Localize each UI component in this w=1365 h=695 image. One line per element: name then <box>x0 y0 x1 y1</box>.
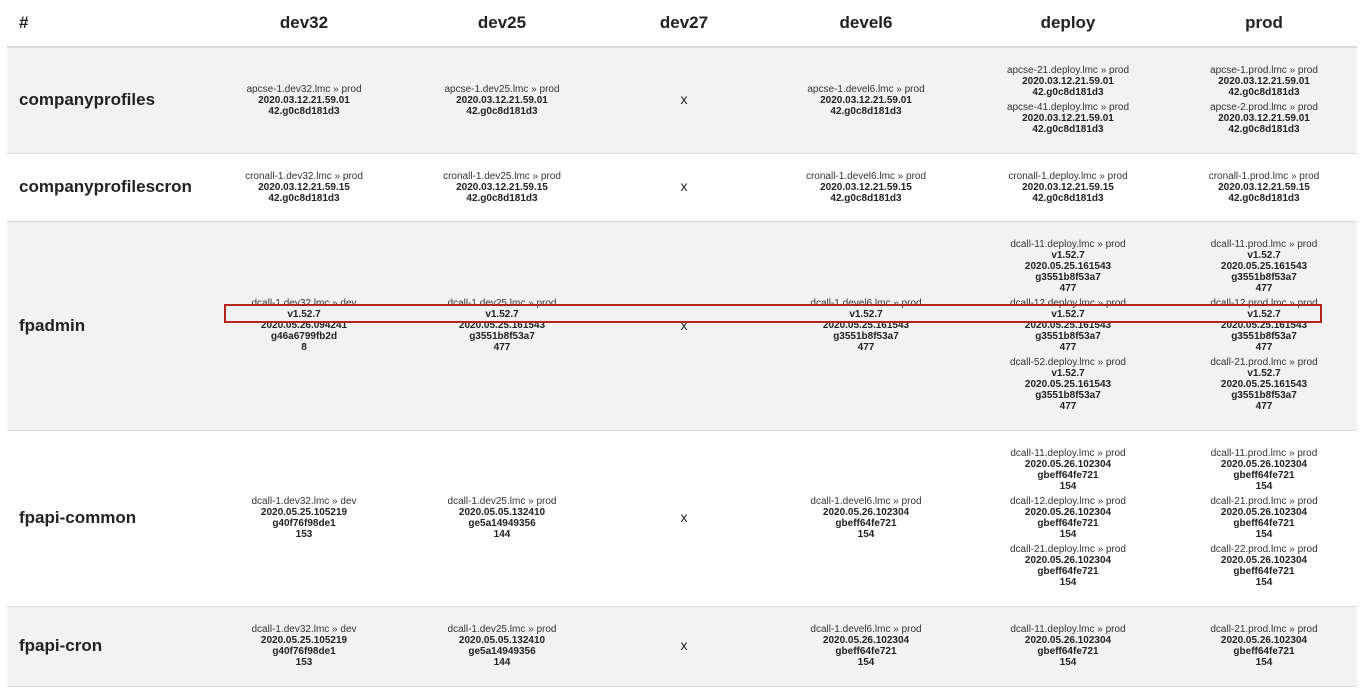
version-line: gbeff64fe721 <box>1037 470 1099 481</box>
host-label: dcall-11.deploy.lmc » prod <box>1010 239 1126 250</box>
version-line: gbeff64fe721 <box>835 646 897 657</box>
host-label: cronall-1.dev25.lmc » prod <box>443 170 561 182</box>
deployment-cell <box>601 606 767 686</box>
version-line: 153 <box>295 529 313 540</box>
version-line: 2020.03.12.21.59.15 <box>1218 181 1310 193</box>
deployment-entry <box>767 296 965 355</box>
table-row <box>7 47 1357 153</box>
version-line: g3551b8f53a7 <box>1035 390 1101 401</box>
version-line: 2020.05.26.094241 <box>260 320 348 331</box>
deployment-entry <box>1171 542 1357 590</box>
version-line: 154 <box>857 529 875 540</box>
host-label: dcall-1.dev25.lmc » prod <box>447 624 557 635</box>
version-line: 42.g0c8d181d3 <box>1228 192 1300 204</box>
version-line: gbeff64fe721 <box>1233 646 1295 657</box>
host-label: apcse-41.deploy.lmc » prod <box>1006 102 1130 114</box>
version-line: g40f76f98de1 <box>272 518 336 529</box>
deployment-cell <box>403 221 601 430</box>
version-line: 42.g0c8d181d3 <box>268 105 340 117</box>
host-label: apcse-1.dev32.lmc » prod <box>246 83 362 95</box>
version-line: 2020.03.12.21.59.15 <box>1022 181 1114 193</box>
version-line: 42.g0c8d181d3 <box>1032 124 1104 136</box>
deployment-cell <box>403 47 601 153</box>
version-line: 2020.05.26.102304 <box>1220 555 1308 566</box>
header-devel6[interactable]: devel6 <box>767 0 965 47</box>
deployment-entry <box>965 100 1171 137</box>
deployment-entry <box>965 355 1171 414</box>
deployment-entry <box>1171 296 1357 355</box>
deployment-entry <box>403 494 601 542</box>
deployment-cell <box>601 221 767 430</box>
version-line: 8 <box>301 342 307 353</box>
deployment-entry <box>205 622 403 670</box>
deployment-cell <box>767 430 965 606</box>
version-line: v1.52.7 <box>1051 250 1085 261</box>
version-line: 2020.03.12.21.59.01 <box>1022 76 1114 88</box>
version-line: v1.52.7 <box>849 309 883 320</box>
table-row <box>7 606 1357 686</box>
version-line: 42.g0c8d181d3 <box>830 192 902 204</box>
deployment-entry <box>403 169 601 206</box>
deployment-cell <box>965 606 1171 686</box>
host-label: cronall-1.prod.lmc » prod <box>1208 170 1320 182</box>
deployment-cell <box>767 153 965 221</box>
version-line: 154 <box>1255 529 1273 540</box>
version-line: 2020.03.12.21.59.01 <box>258 94 350 106</box>
host-label: apcse-1.prod.lmc » prod <box>1210 65 1318 77</box>
version-line: v1.52.7 <box>485 309 519 320</box>
version-line: gbeff64fe721 <box>1233 518 1295 529</box>
version-line: g3551b8f53a7 <box>1035 272 1101 283</box>
version-line: gbeff64fe721 <box>1233 566 1295 577</box>
host-label: dcall-12.deploy.lmc » prod <box>1010 496 1126 507</box>
version-line: g46a6799fb2d <box>270 331 338 342</box>
host-label: dcall-11.prod.lmc » prod <box>1210 448 1318 459</box>
host-label: dcall-12.deploy.lmc » prod <box>1010 298 1126 309</box>
version-line: 2020.05.26.102304 <box>1024 555 1112 566</box>
version-line: 2020.03.12.21.59.01 <box>1022 113 1114 125</box>
version-line: 2020.05.26.102304 <box>822 635 910 646</box>
host-label: dcall-1.dev32.lmc » dev <box>251 298 357 309</box>
deployment-cell <box>965 47 1171 153</box>
version-line: 154 <box>1059 529 1077 540</box>
deployment-entry <box>403 622 601 670</box>
not-deployed-mark: x <box>680 178 688 194</box>
host-label: dcall-11.deploy.lmc » prod <box>1010 448 1126 459</box>
header-prod[interactable]: prod <box>1171 0 1357 47</box>
deployment-cell <box>403 430 601 606</box>
version-line: 2020.05.25.161543 <box>822 320 910 331</box>
deployment-entry <box>965 169 1171 206</box>
deployment-cell <box>1171 606 1357 686</box>
version-line: 2020.05.25.161543 <box>1024 379 1112 390</box>
version-line: g3551b8f53a7 <box>1231 331 1297 342</box>
version-line: ge5a14949356 <box>468 518 536 529</box>
deployment-entry <box>205 494 403 542</box>
version-line: gbeff64fe721 <box>1037 518 1099 529</box>
version-line: 154 <box>1255 481 1273 492</box>
header-dev25[interactable]: dev25 <box>403 0 601 47</box>
version-line: 2020.05.26.102304 <box>822 507 910 518</box>
host-label: dcall-12.prod.lmc » prod <box>1210 298 1318 309</box>
header-hash: # <box>7 0 205 47</box>
deployment-cell <box>1171 153 1357 221</box>
deployment-cell <box>601 47 767 153</box>
version-line: gbeff64fe721 <box>1233 470 1295 481</box>
version-line: 2020.05.25.161543 <box>1220 379 1308 390</box>
header-dev32[interactable]: dev32 <box>205 0 403 47</box>
deployment-entry <box>205 82 403 119</box>
version-line: 2020.05.25.161543 <box>1220 320 1308 331</box>
header-dev27[interactable]: dev27 <box>601 0 767 47</box>
version-line: g3551b8f53a7 <box>1231 272 1297 283</box>
version-line: 2020.05.25.161543 <box>1024 320 1112 331</box>
version-line: 477 <box>1255 283 1273 294</box>
host-label: cronall-1.devel6.lmc » prod <box>805 170 927 182</box>
deployment-cell <box>965 430 1171 606</box>
host-label: apcse-1.devel6.lmc » prod <box>807 83 925 95</box>
deployment-cell <box>601 153 767 221</box>
version-line: g3551b8f53a7 <box>1231 390 1297 401</box>
version-line: gbeff64fe721 <box>835 518 897 529</box>
deployment-entry <box>403 82 601 119</box>
deployment-entry <box>767 494 965 542</box>
version-line: 144 <box>493 657 511 668</box>
version-line: 2020.05.25.161543 <box>1024 261 1112 272</box>
version-line: 144 <box>493 529 511 540</box>
table-row <box>7 153 1357 221</box>
deployment-entry <box>965 542 1171 590</box>
deployment-entry <box>1171 494 1357 542</box>
deployment-entry <box>965 63 1171 100</box>
version-line: 2020.03.12.21.59.15 <box>258 181 350 193</box>
version-line: 154 <box>857 657 875 668</box>
deployment-cell <box>767 221 965 430</box>
deployments-table <box>7 0 1357 687</box>
version-line: 2020.05.05.132410 <box>458 507 546 518</box>
host-label: dcall-1.dev25.lmc » prod <box>447 496 557 507</box>
deployment-entry <box>1171 446 1357 494</box>
deployment-entry <box>965 494 1171 542</box>
version-line: 42.g0c8d181d3 <box>466 192 538 204</box>
host-label: dcall-22.prod.lmc » prod <box>1210 544 1318 555</box>
deployment-entry <box>1171 63 1357 100</box>
version-line: v1.52.7 <box>287 309 321 320</box>
deployment-entry <box>403 296 601 355</box>
host-label: dcall-21.deploy.lmc » prod <box>1010 544 1126 555</box>
version-line: v1.52.7 <box>1247 309 1281 320</box>
deployment-entry <box>1171 237 1357 296</box>
deployment-entry <box>205 296 403 355</box>
deployment-entry <box>1171 622 1357 670</box>
deployment-entry <box>965 296 1171 355</box>
service-name: companyprofilescron <box>19 177 192 196</box>
version-line: 2020.05.25.105219 <box>260 507 348 518</box>
table-header-row <box>7 0 1357 47</box>
version-line: 42.g0c8d181d3 <box>466 105 538 117</box>
version-line: 477 <box>1059 401 1077 412</box>
version-line: 2020.05.26.102304 <box>1024 635 1112 646</box>
deployment-cell <box>1171 221 1357 430</box>
version-line: 42.g0c8d181d3 <box>268 192 340 204</box>
service-name: companyprofiles <box>19 90 156 110</box>
host-label: dcall-1.devel6.lmc » prod <box>810 624 922 635</box>
deployment-cell <box>767 606 965 686</box>
version-line: 2020.05.05.132410 <box>458 635 546 646</box>
version-line: 2020.03.12.21.59.01 <box>1218 113 1310 125</box>
table-row <box>7 430 1357 606</box>
host-label: dcall-1.dev32.lmc » dev <box>251 496 357 507</box>
version-line: ge5a14949356 <box>468 646 536 657</box>
version-line: v1.52.7 <box>1051 309 1085 320</box>
version-line: 2020.05.25.161543 <box>458 320 546 331</box>
version-line: 2020.05.25.161543 <box>1220 261 1308 272</box>
version-line: 2020.05.26.102304 <box>1024 459 1112 470</box>
host-label: cronall-1.dev32.lmc » prod <box>245 170 363 182</box>
version-line: 2020.05.26.102304 <box>1220 635 1308 646</box>
deployment-cell <box>601 430 767 606</box>
deployment-entry <box>1171 169 1357 206</box>
host-label: apcse-21.deploy.lmc » prod <box>1006 65 1130 77</box>
version-line: g3551b8f53a7 <box>1035 331 1101 342</box>
deployment-entry <box>965 446 1171 494</box>
deployment-cell <box>767 47 965 153</box>
service-name: fpapi-cron <box>19 636 103 655</box>
not-deployed-mark: x <box>680 509 688 525</box>
version-line: 2020.05.26.102304 <box>1220 459 1308 470</box>
host-label: apcse-2.prod.lmc » prod <box>1210 102 1318 114</box>
version-line: 154 <box>1255 577 1273 588</box>
host-label: dcall-1.devel6.lmc » prod <box>810 496 922 507</box>
version-line: gbeff64fe721 <box>1037 646 1099 657</box>
version-line: 42.g0c8d181d3 <box>1032 87 1104 99</box>
version-line: 477 <box>857 342 875 353</box>
version-line: 2020.03.12.21.59.01 <box>456 94 548 106</box>
host-label: apcse-1.dev25.lmc » prod <box>444 83 560 95</box>
version-line: gbeff64fe721 <box>1037 566 1099 577</box>
deployment-cell <box>205 221 403 430</box>
host-label: dcall-21.prod.lmc » prod <box>1210 496 1318 507</box>
deployment-cell <box>403 153 601 221</box>
deployment-cell <box>205 606 403 686</box>
version-line: 2020.03.12.21.59.01 <box>820 94 912 106</box>
host-label: dcall-1.dev32.lmc » dev <box>251 624 357 635</box>
deployment-cell <box>205 47 403 153</box>
version-line: 477 <box>493 342 511 353</box>
version-line: 2020.03.12.21.59.15 <box>820 181 912 193</box>
version-line: 42.g0c8d181d3 <box>1228 124 1300 136</box>
version-line: 42.g0c8d181d3 <box>1228 87 1300 99</box>
version-line: 154 <box>1059 481 1077 492</box>
deployment-entry <box>965 237 1171 296</box>
deployment-cell <box>1171 430 1357 606</box>
deployment-cell <box>205 430 403 606</box>
service-name: fpapi-common <box>19 508 137 527</box>
version-line: v1.52.7 <box>1051 368 1085 379</box>
deployment-entry <box>965 622 1171 670</box>
host-label: dcall-11.prod.lmc » prod <box>1210 239 1318 250</box>
version-line: 2020.05.26.102304 <box>1024 507 1112 518</box>
deployment-entry <box>1171 100 1357 137</box>
header-deploy[interactable]: deploy <box>965 0 1171 47</box>
deployment-cell <box>965 153 1171 221</box>
version-line: 477 <box>1059 342 1077 353</box>
host-label: dcall-1.dev25.lmc » prod <box>447 298 557 309</box>
host-label: dcall-1.devel6.lmc » prod <box>810 298 922 309</box>
version-line: 2020.05.26.102304 <box>1220 507 1308 518</box>
host-label: dcall-21.prod.lmc » prod <box>1210 624 1318 635</box>
service-name: fpadmin <box>19 315 86 335</box>
deployment-cell <box>965 221 1171 430</box>
version-line: 477 <box>1255 401 1273 412</box>
version-line: v1.52.7 <box>1247 250 1281 261</box>
version-line: 42.g0c8d181d3 <box>830 105 902 117</box>
deployment-cell <box>1171 47 1357 153</box>
deployment-cell <box>205 153 403 221</box>
not-deployed-mark: x <box>680 91 688 108</box>
version-line: 2020.05.25.105219 <box>260 635 348 646</box>
deployment-entry <box>767 622 965 670</box>
deployment-cell <box>403 606 601 686</box>
deployment-entry <box>205 169 403 206</box>
host-label: cronall-1.deploy.lmc » prod <box>1008 170 1128 182</box>
version-line: 42.g0c8d181d3 <box>1032 192 1104 204</box>
version-line: 154 <box>1059 657 1077 668</box>
deployment-entry <box>767 82 965 119</box>
host-label: dcall-52.deploy.lmc » prod <box>1010 357 1126 368</box>
version-line: 2020.03.12.21.59.01 <box>1218 76 1310 88</box>
host-label: dcall-21.prod.lmc » prod <box>1210 357 1318 368</box>
version-line: g40f76f98de1 <box>272 646 336 657</box>
version-line: v1.52.7 <box>1247 368 1281 379</box>
deployment-entry <box>767 169 965 206</box>
host-label: dcall-11.deploy.lmc » prod <box>1010 624 1126 635</box>
version-line: 154 <box>1059 577 1077 588</box>
version-line: g3551b8f53a7 <box>469 331 535 342</box>
deployment-entry <box>1171 355 1357 414</box>
version-line: g3551b8f53a7 <box>833 331 899 342</box>
version-line: 153 <box>295 657 313 668</box>
version-line: 154 <box>1255 657 1273 668</box>
not-deployed-mark: x <box>680 637 688 653</box>
version-line: 477 <box>1255 342 1273 353</box>
not-deployed-mark: x <box>680 316 688 333</box>
version-line: 2020.03.12.21.59.15 <box>456 181 548 193</box>
table-row <box>7 221 1357 430</box>
version-line: 477 <box>1059 283 1077 294</box>
